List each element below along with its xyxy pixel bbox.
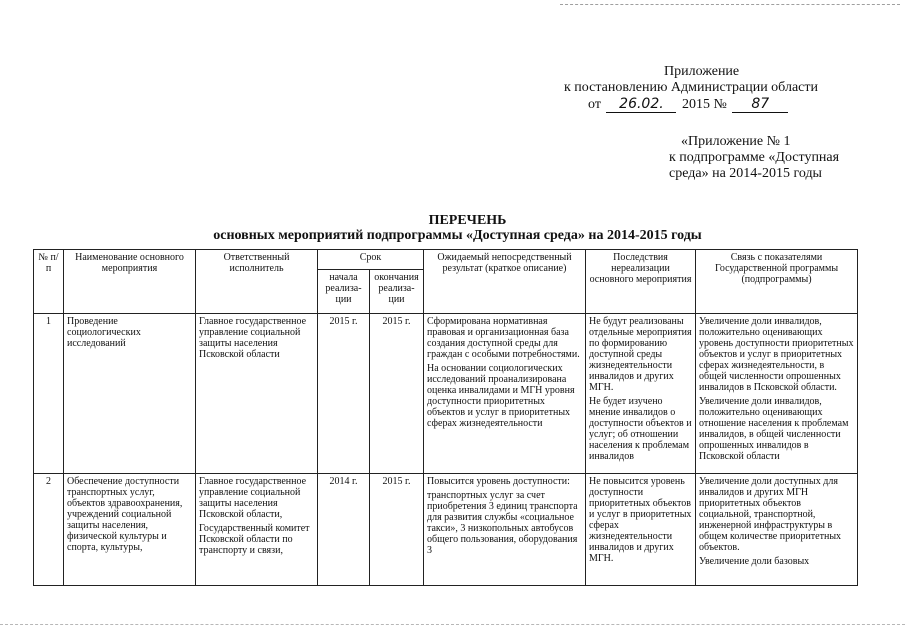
responsible-paragraph: Государственный комитет Псковской области по транспорту и связи, [199,523,310,556]
table-row [34,474,858,586]
row-start: 2015 г. [318,314,370,474]
handwritten-date: 26.02. [606,96,676,113]
row-consequences [586,474,696,586]
row-result [424,314,586,474]
link-paragraph: Увеличение доли инвалидов, положительно оценивающих отношение населения к проблемам инвалидов, в общей численности опрошенных инвалидов в Псковской области [699,396,849,462]
previous-appendix-header [669,134,899,182]
header-link: Связь с показателями Государственной программы (подпрограммы) [696,250,858,314]
row-link [696,474,858,586]
document-title [0,213,905,243]
table-row [34,314,858,474]
table-header-row [34,250,858,270]
appendix-ref: к постановлению Администрации области [564,80,818,95]
header-name: Наименование основного мероприятия [64,250,196,314]
appendix-date-line [560,96,860,113]
title-line-1: ПЕРЕЧЕНЬ [428,213,507,228]
row-link [696,314,858,474]
row-responsible [196,474,318,586]
prev-appendix-ref: к подпрограмме «Доступная [669,150,840,165]
title-line-2: основных мероприятий подпрограммы «Доступная среда» на 2014-2015 годы [213,228,702,243]
row-consequences [586,314,696,474]
appendix-label: Приложение [664,64,740,79]
consequences-paragraph: Не будет изучено мнение инвалидов о доступности объектов и услуг; об отношении населения к проблемам инвалидов [589,396,692,462]
row-result [424,474,586,586]
responsible-paragraph: Главное государственное управление социальной защиты населения Псковской области, [199,476,307,520]
appendix-header [560,64,860,113]
year-number-label: 2015 № [681,97,727,112]
header-end: окончания реализа-ции [370,270,424,314]
row-end: 2015 г. [370,474,424,586]
prev-appendix-years: среда» на 2014-2015 годы [669,166,822,181]
date-prefix: от [588,97,601,112]
result-paragraph: На основании социологических исследований проанализирована оценка инвалидами и МГН уровня доступности приоритетных объектов и услуг в приоритетных сферах жизнедеятельности [427,363,575,429]
result-paragraph: Повысится уровень доступности: [427,476,570,487]
link-paragraph: Увеличение доли базовых [699,556,810,567]
row-num: 2 [34,474,64,586]
header-num: № п/п [34,250,64,314]
header-responsible: Ответственный исполнитель [196,250,318,314]
scan-edge-top [560,4,900,7]
consequences-paragraph: Не будут реализованы отдельные мероприятия по формированию доступной среды жизнедеятельности инвалидов и других МГН. [589,316,692,393]
header-start: начала реализа-ции [318,270,370,314]
link-paragraph: Увеличение доли инвалидов, положительно оценивающих уровень доступности приоритетных объектов и услуг в приоритетных сферах жизнедеятельности, в общей численности опрошенных инвалидов в Псковской области. [699,316,854,393]
row-name [64,474,196,586]
row-name-text: Обеспечение доступности транспортных услуг, объектов здравоохранения, учреждений социальной защиты населения, физической культуры и спорта, культуры, [67,476,183,553]
row-start: 2014 г. [318,474,370,586]
prev-appendix-label: «Приложение № 1 [681,134,791,149]
header-consequences: Последствия нереализации основного мероприятия [586,250,696,314]
link-paragraph: Увеличение доли доступных для инвалидов и других МГН приоритетных объектов социальной, транспортной, инженерной инфраструктуры в общем количестве приоритетных объектов. [699,476,842,553]
row-end: 2015 г. [370,314,424,474]
consequences-paragraph: Не повысится уровень доступности приоритетных объектов и услуг в приоритетных сферах жизнедеятельности инвалидов и других МГН. [589,476,692,564]
row-name: Проведение социологических исследований [64,314,196,474]
header-result: Ожидаемый непосредственный результат (краткое описание) [424,250,586,314]
measures-table [33,249,858,586]
row-responsible: Главное государственное управление социальной защиты населения Псковской области [196,314,318,474]
scan-edge-bottom [0,624,905,626]
row-num: 1 [34,314,64,474]
result-paragraph: Сформирована нормативная правовая и организационная база создания доступной среды для граждан с особыми потребностями. [427,316,580,360]
header-term: Срок [318,250,424,270]
result-paragraph: транспортных услуг за счет приобретения 3 единиц транспорта для развития службы «социальное такси», 3 низкопольных автобусов общего пользования, оборудования 3 [427,490,578,556]
handwritten-number: 87 [732,96,788,113]
